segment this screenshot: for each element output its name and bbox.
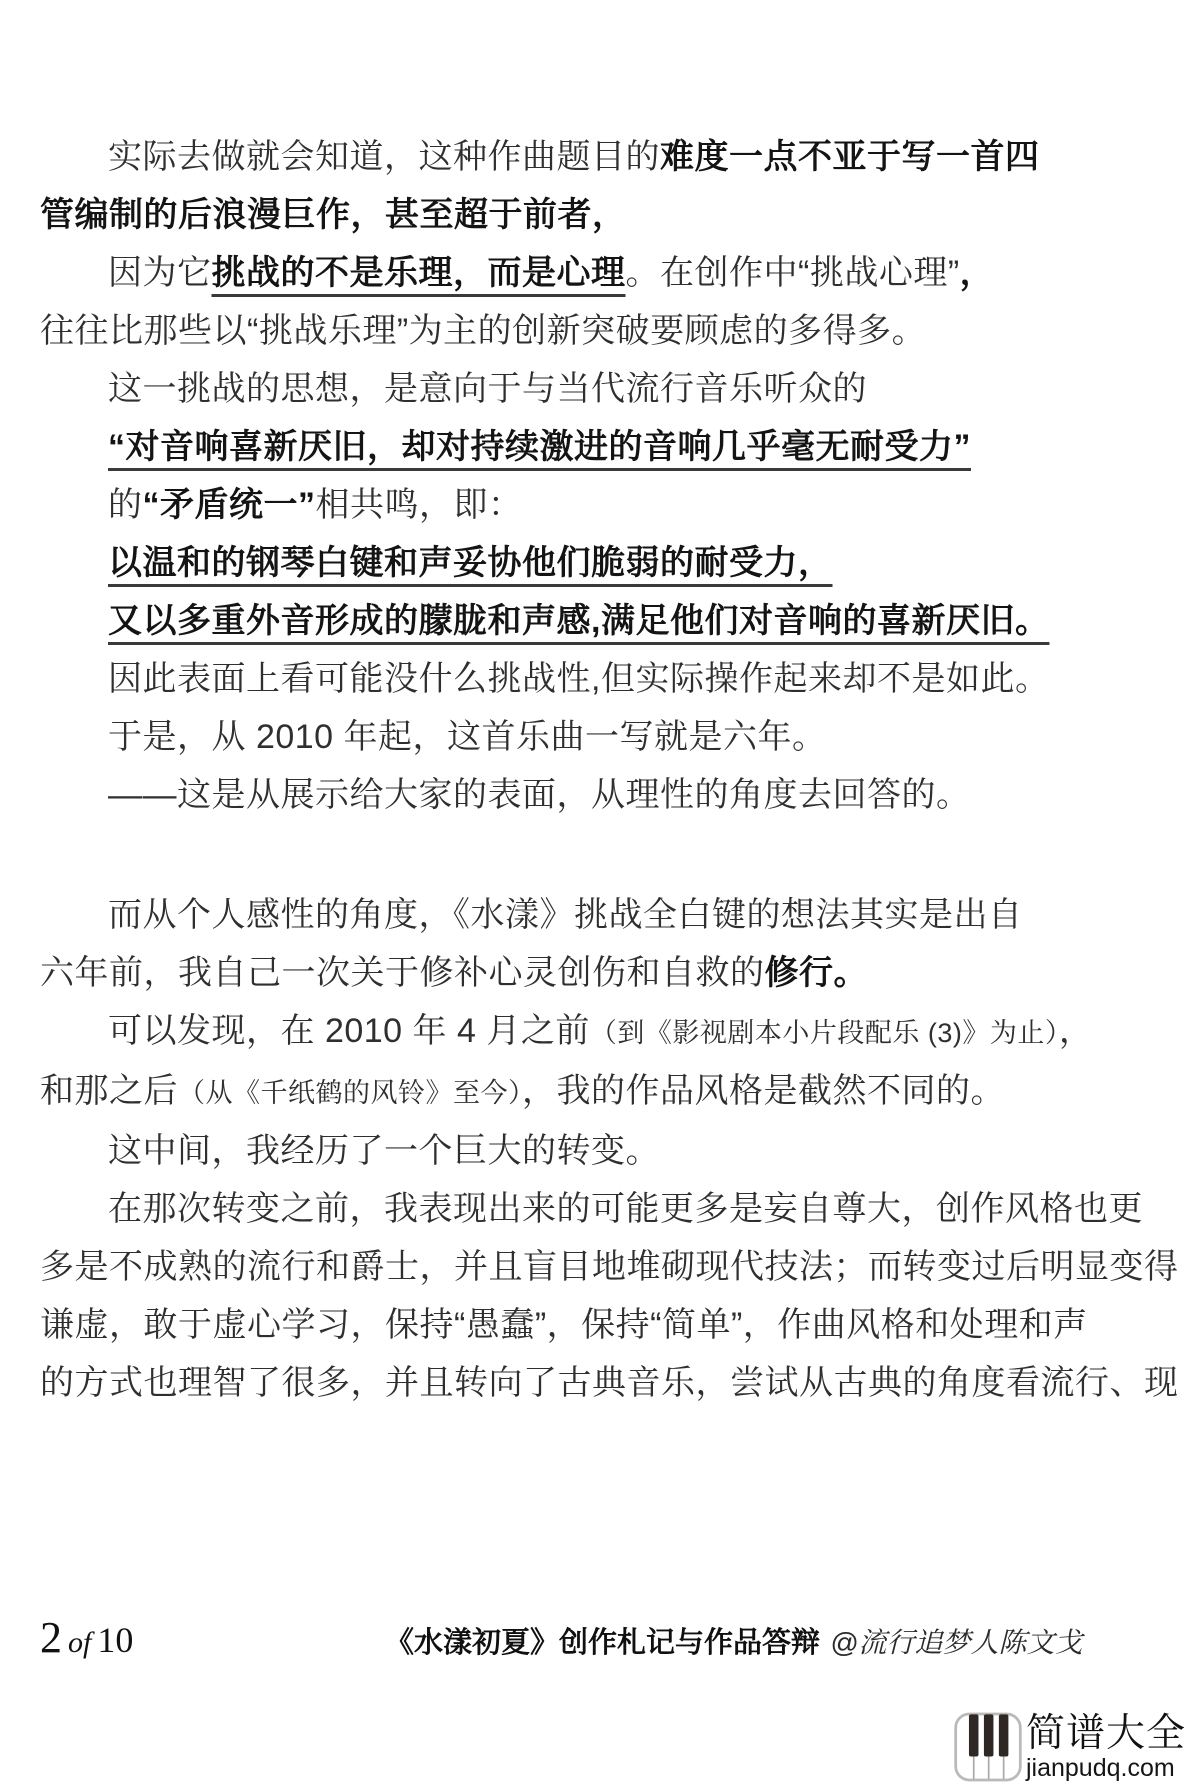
text-segment: 而从个人感性的角度，《水漾》挑战全白键的想法其实是出自: [108, 896, 1023, 934]
text-segment: 可以发现，在 2010 年 4 月之前: [108, 1012, 590, 1050]
text-line: [40, 708, 1164, 766]
text-segment: 修行。: [764, 954, 868, 992]
document-lines: [40, 128, 1179, 1412]
text-line: [40, 592, 1164, 650]
text-line: [40, 302, 1164, 360]
watermark-site-url: jianpudq.com: [1025, 1753, 1175, 1782]
text-segment: 相共鸣，即：: [315, 486, 523, 524]
text-line: [40, 1354, 1179, 1412]
text-line: [40, 1180, 1164, 1238]
text-line: [40, 1296, 1164, 1354]
text-segment: 往往比那些以“挑战乐理”为主的创新突破要顾虑的多得多。: [40, 312, 927, 350]
text-line: [40, 1122, 1164, 1180]
site-watermark: [954, 1712, 1186, 1782]
text-segment: 因为它: [108, 254, 212, 292]
text-segment: 在那次转变之前，我表现出来的可能更多是妄自尊大，创作风格也更: [108, 1190, 1143, 1228]
text-line: [40, 534, 1164, 592]
page-number: [40, 1612, 133, 1663]
page-number-current: 2: [40, 1613, 62, 1662]
text-segment: 以温和的钢琴白键和声妥协他们脆弱的耐受力，: [108, 544, 833, 582]
text-segment: 又以多重外音形成的朦胧和声感,满足他们对音响的喜新厌旧。: [108, 602, 1050, 640]
text-segment: ——这是从展示给大家的表面，从理性的角度去回答的。: [108, 776, 971, 814]
text-segment: “对音响喜新厌旧，却对持续激进的音响几乎毫无耐受力”: [108, 428, 971, 466]
text-line: [40, 1238, 1179, 1296]
text-segment: 。在创作中“挑战心理”: [625, 254, 960, 292]
document-title: 《水漾初夏》创作札记与作品答辩: [385, 1627, 821, 1659]
text-segment: 的方式也理智了很多，并且转向了古典音乐，尝试从古典的角度看流行、现: [40, 1364, 1179, 1402]
text-segment: 这一挑战的思想，是意向于与当代流行音乐听众的: [108, 370, 867, 408]
text-segment: 挑战的不是乐理，而是心理: [211, 254, 626, 292]
text-segment: 和那之后: [40, 1072, 178, 1110]
footer-title: [385, 1620, 1082, 1661]
document-author: @流行追梦人陈文戈: [830, 1627, 1083, 1658]
page-number-separator: of: [68, 1626, 92, 1659]
paragraph-spacer: [40, 824, 1164, 886]
text-line: [40, 476, 1164, 534]
text-segment: “矛盾统一”: [142, 486, 316, 524]
text-segment: 这中间，我经历了一个巨大的转变。: [108, 1132, 660, 1170]
text-segment: 实际去做就会知道，这种作曲题目的: [108, 138, 660, 176]
text-line: [40, 360, 1164, 418]
text-line: [40, 1002, 1164, 1062]
text-segment: （从《千纸鹤的风铃》至今）: [178, 1078, 522, 1108]
text-line: [40, 886, 1164, 944]
text-line: [40, 418, 1164, 476]
watermark-text: [1026, 1713, 1186, 1782]
text-segment: 于是，从 2010 年起，这首乐曲一写就是六年。: [108, 718, 827, 756]
text-segment: 难度一点不亚于写一首四: [660, 138, 1040, 176]
text-line: [40, 944, 1164, 1002]
text-line: [40, 186, 1164, 244]
text-segment: 多是不成熟的流行和爵士，并且盲目地堆砌现代技法；而转变过后明显变得: [40, 1248, 1179, 1286]
piano-keys-icon: [954, 1712, 1022, 1782]
text-line: [40, 766, 1164, 824]
text-segment: 因此表面上看可能没什么挑战性,但实际操作起来却不是如此。: [108, 660, 1050, 698]
text-line: [40, 650, 1164, 708]
text-segment: ，: [959, 254, 995, 292]
text-segment: ，: [1058, 1012, 1094, 1050]
page-number-total: 10: [97, 1620, 134, 1660]
text-segment: ，我的作品风格是截然不同的。: [522, 1072, 1005, 1110]
text-segment: 管编制的后浪漫巨作，甚至超于前者，: [40, 196, 627, 234]
watermark-site-name: 简谱大全: [1025, 1711, 1186, 1755]
text-segment: （到《影视剧本小片段配乐 (3)》为止）: [589, 1018, 1059, 1048]
text-line: [40, 244, 1164, 302]
page-footer: [40, 1612, 1160, 1672]
text-segment: 六年前，我自己一次关于修补心灵创伤和自救的: [40, 954, 765, 992]
text-line: [40, 128, 1164, 186]
text-segment: 的: [108, 486, 143, 524]
text-line: [40, 1062, 1164, 1122]
text-segment: 谦虚，敢于虚心学习，保持“愚蠢”，保持“简单”，作曲风格和处理和声: [40, 1306, 1088, 1344]
